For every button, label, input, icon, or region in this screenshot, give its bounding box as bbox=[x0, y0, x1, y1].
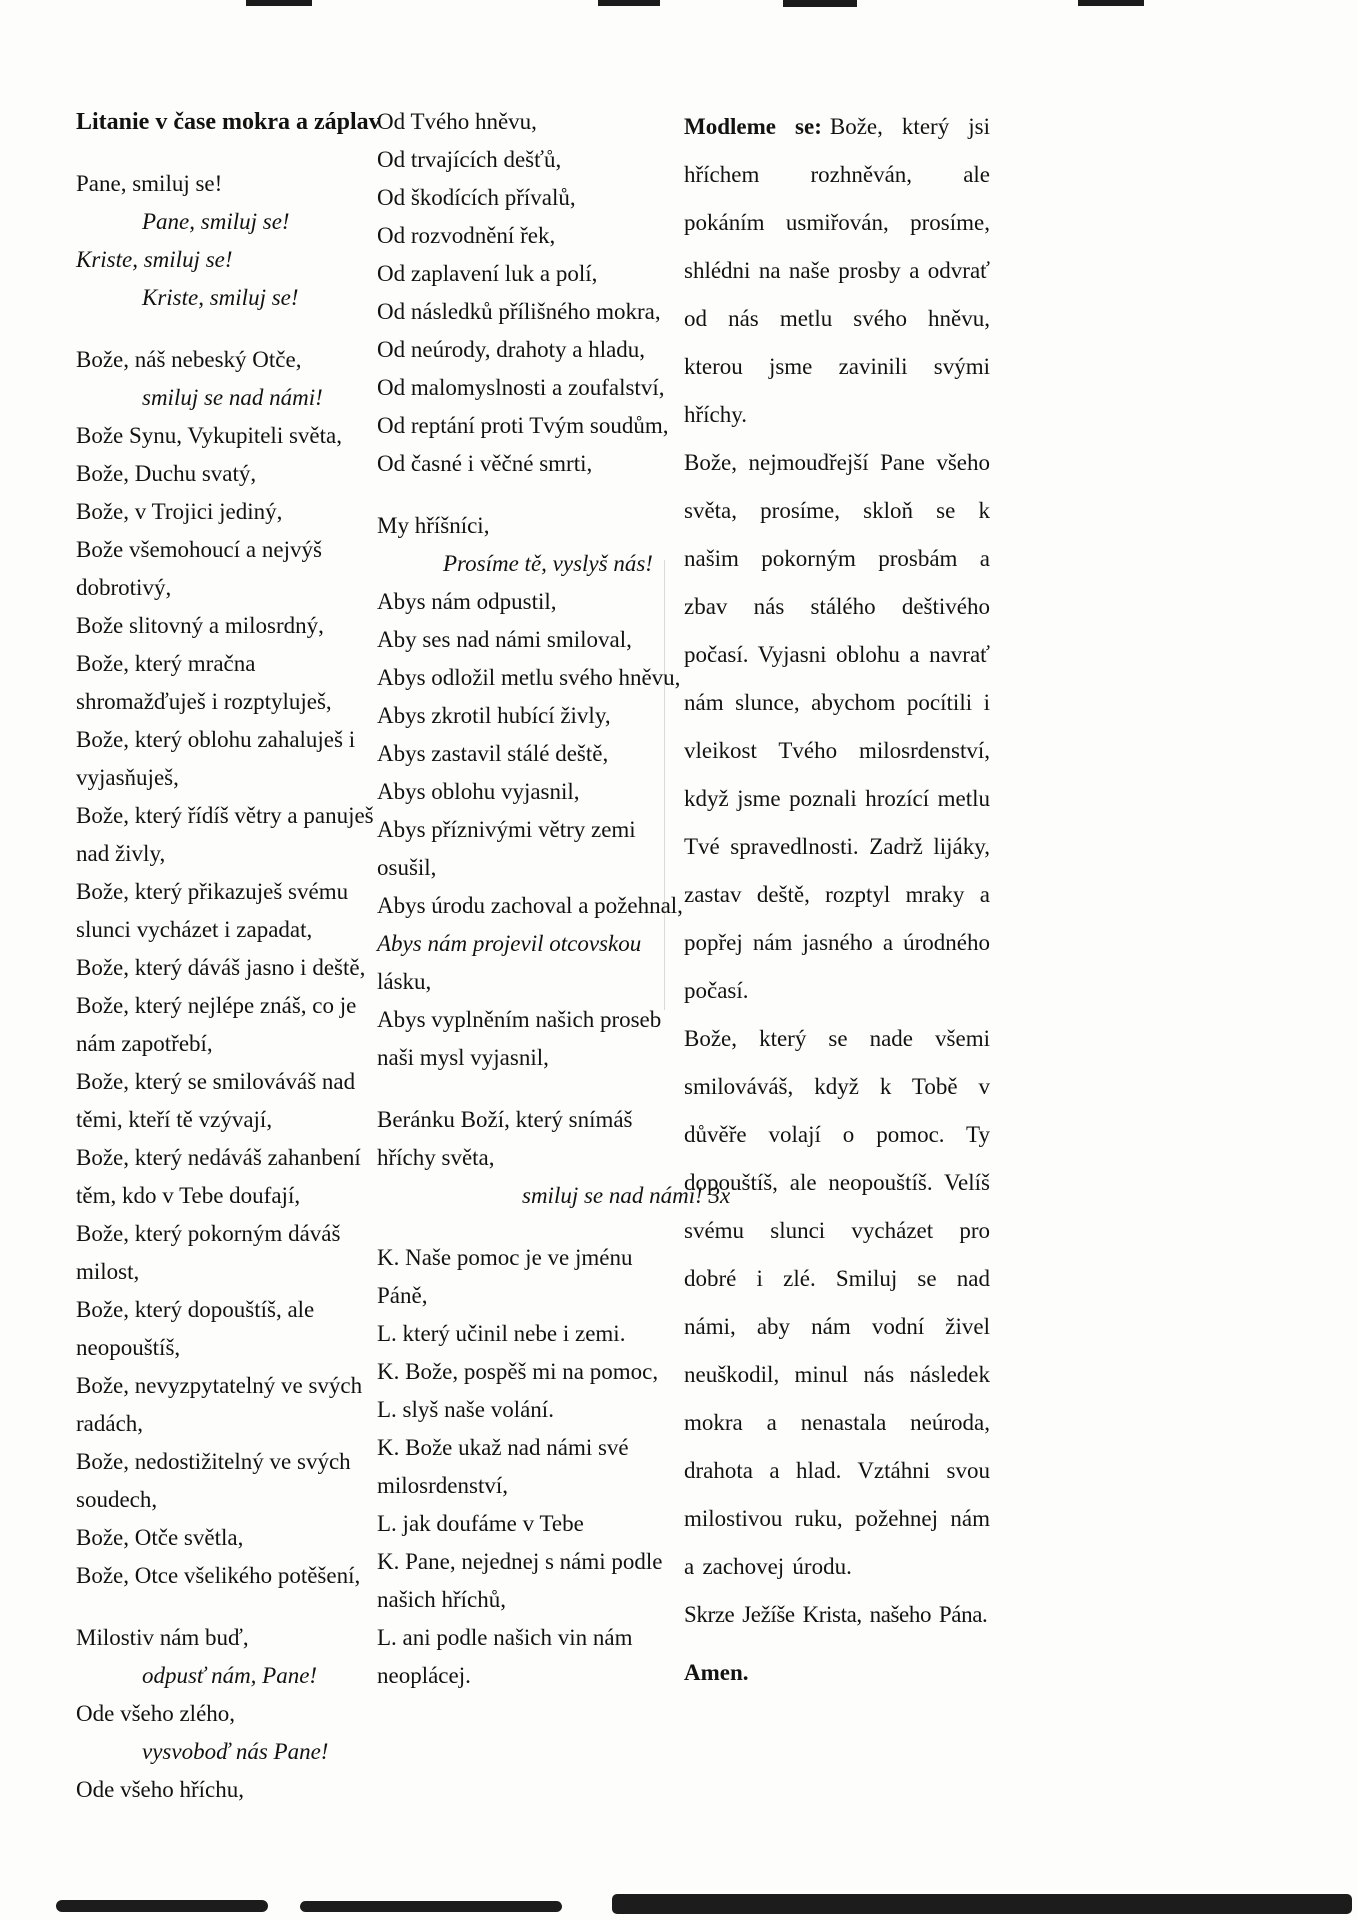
litany-line: Abys nám projevil otcovskou bbox=[377, 931, 642, 956]
prayer-lead: Modleme se: bbox=[684, 114, 822, 139]
litany-line: nad živly, bbox=[76, 841, 166, 866]
litany-line: Bože, který dopouštíš, ale bbox=[76, 1297, 315, 1322]
litany-column-left bbox=[76, 103, 381, 1809]
litany-line: K. Bože, pospěš mi na pomoc, bbox=[377, 1359, 659, 1384]
litany-line: Bože, Duchu svatý, bbox=[76, 461, 257, 486]
litany-line: Od rozvodnění řek, bbox=[377, 223, 556, 248]
litany-line: Abys úrodu zachoval a požehnal, bbox=[377, 893, 683, 918]
litany-line: Abys zkrotil hubící živly, bbox=[377, 703, 611, 728]
litany-line: Bože všemohoucí a nejvýš bbox=[76, 537, 322, 562]
litany-line: Bože, který pokorným dáváš bbox=[76, 1221, 341, 1246]
litany-line: Bože slitovný a milosrdný, bbox=[76, 613, 324, 638]
litany-line: Bože, který se smilováváš nad bbox=[76, 1069, 356, 1094]
litany-line: Abys příznivými větry zemi bbox=[377, 817, 636, 842]
litany-line: našich hříchů, bbox=[377, 1587, 507, 1612]
litany-line: Od trvajících dešťů, bbox=[377, 147, 562, 172]
litany-line: Bože, nedostižitelný ve svých bbox=[76, 1449, 351, 1474]
litany-line: lásku, bbox=[377, 969, 432, 994]
line-spacer bbox=[377, 1077, 677, 1101]
litany-line: slunci vycházet i zapadat, bbox=[76, 917, 313, 942]
litany-line: těm, kdo v Tebe doufají, bbox=[76, 1183, 301, 1208]
litany-line: K. Bože ukaž nad námi své bbox=[377, 1435, 629, 1460]
litany-line: Bože, Otce všelikého potěšení, bbox=[76, 1563, 361, 1588]
litany-line: neoplácej. bbox=[377, 1663, 471, 1688]
litany-line: Kriste, smiluj se! bbox=[142, 285, 299, 310]
scan-artifact-bottom bbox=[612, 1894, 1352, 1914]
litany-line: naši mysl vyjasnil, bbox=[377, 1045, 549, 1070]
scan-artifact-top bbox=[1078, 0, 1144, 6]
scan-artifact-top bbox=[598, 0, 660, 6]
litany-line: Bože, který nedáváš zahanbení bbox=[76, 1145, 361, 1170]
litany-line: smiluj se nad námi! 3x bbox=[522, 1183, 731, 1208]
litany-line: shromažďuješ i rozptyluješ, bbox=[76, 689, 332, 714]
scan-artifact-top bbox=[246, 0, 312, 6]
litany-line: Ode všeho zlého, bbox=[76, 1701, 236, 1726]
litany-line: vyjasňuješ, bbox=[76, 765, 179, 790]
scan-artifact-top bbox=[783, 0, 857, 7]
litany-line: Bože Synu, Vykupiteli světa, bbox=[76, 423, 342, 448]
litany-line: Bože, nevyzpytatelný ve svých bbox=[76, 1373, 363, 1398]
litany-line: Abys nám odpustil, bbox=[377, 589, 557, 614]
litany-line: Ode všeho hříchu, bbox=[76, 1777, 244, 1802]
scan-artifact-bottom bbox=[56, 1900, 268, 1912]
litany-line: Abys odložil metlu svého hněvu, bbox=[377, 665, 681, 690]
litany-line: My hříšníci, bbox=[377, 513, 490, 538]
litany-line: Abys vyplněním našich proseb bbox=[377, 1007, 662, 1032]
scan-artifact-bottom bbox=[300, 1901, 562, 1912]
line-spacer bbox=[76, 1595, 376, 1619]
litany-line: Bože, Otče světla, bbox=[76, 1525, 244, 1550]
litany-line: Pane, smiluj se! bbox=[76, 171, 223, 196]
litany-line: Od reptání proti Tvým soudům, bbox=[377, 413, 669, 438]
litany-line: milosrdenství, bbox=[377, 1473, 508, 1498]
litany-line: K. Pane, nejednej s námi podle bbox=[377, 1549, 663, 1574]
prayer-column-right bbox=[684, 103, 990, 1697]
litany-line: Od časné i věčné smrti, bbox=[377, 451, 593, 476]
litany-line: Bože, který oblohu zahaluješ i bbox=[76, 727, 356, 752]
litany-line: Bože, náš nebeský Otče, bbox=[76, 347, 302, 372]
litany-line: Bože, který mračna bbox=[76, 651, 256, 676]
litany-line: nám zapotřebí, bbox=[76, 1031, 213, 1056]
litany-line: Bože, který řídíš větry a panuješ bbox=[76, 803, 374, 828]
litany-line: L. ani podle našich vin nám bbox=[377, 1625, 633, 1650]
prayer-text-1: Bože, který jsi hříchem rozhněván, ale pokáním usmiřován, prosíme, shlédni na naše prosby a odvrať od nás metlu svého hněvu, kterou jsme zavinili svými hříchy. bbox=[684, 114, 990, 427]
litany-line: Od Tvého hněvu, bbox=[377, 109, 537, 134]
litany-line: Od neúrody, drahoty a hladu, bbox=[377, 337, 646, 362]
litany-line: těmi, kteří tě vzývají, bbox=[76, 1107, 273, 1132]
litany-line: odpusť nám, Pane! bbox=[142, 1663, 318, 1688]
litany-lines-left bbox=[76, 141, 376, 1809]
prayer-paragraph-3: Bože, který se nade všemi smilováváš, když k Tobě v důvěře volají o pomoc. Ty dopouštíš, ale neopouštíš. Velíš svému slunci vycházet pro dobré i zlé. Smiluj se nad námi, aby nám vodní živel neuškodil, minul nás následek mokra a nenastala neúroda, drahota a hlad. Vztáhni svou milostivou ruku, požehnej nám a zachovej úrodu. bbox=[684, 1026, 990, 1579]
litany-line: vysvoboď nás Pane! bbox=[142, 1739, 329, 1764]
litany-line: Bože, který přikazuješ svému bbox=[76, 879, 349, 904]
litany-line: Pane, smiluj se! bbox=[142, 209, 290, 234]
litany-line: Bože, který dáváš jasno i deště, bbox=[76, 955, 366, 980]
line-spacer bbox=[76, 317, 376, 341]
page-title: Litanie v čase mokra a záplav bbox=[76, 109, 381, 135]
litany-line: Abys oblohu vyjasnil, bbox=[377, 779, 580, 804]
litany-line: L. jak doufáme v Tebe bbox=[377, 1511, 584, 1536]
litany-line: radách, bbox=[76, 1411, 144, 1436]
litany-line: Milostiv nám buď, bbox=[76, 1625, 249, 1650]
prayer-paragraph-2: Bože, nejmoudřejší Pane všeho světa, prosíme, skloň se k našim pokorným prosbám a zbav nás stálého deštivého počasí. Vyjasni oblohu a navrať nám slunce, abychom pocítili i vleikost Tvého milosrdenství, když jsme poznali hrozící metlu Tvé spravedlnosti. Zadrž lijáky, zastav deště, rozptyl mraky a popřej nám jasného a úrodného počasí. bbox=[684, 450, 990, 1003]
line-spacer bbox=[76, 141, 376, 165]
litany-line: Prosíme tě, vyslyš nás! bbox=[443, 551, 653, 576]
litany-line: smiluj se nad námi! bbox=[142, 385, 323, 410]
line-spacer bbox=[377, 483, 677, 507]
litany-line: Bože, který nejlépe znáš, co je bbox=[76, 993, 357, 1018]
litany-line: L. slyš naše volání. bbox=[377, 1397, 554, 1422]
litany-line: Aby ses nad námi smiloval, bbox=[377, 627, 632, 652]
prayer-amen: Amen. bbox=[684, 1660, 749, 1685]
litany-line: neopouštíš, bbox=[76, 1335, 181, 1360]
litany-line: K. Naše pomoc je ve jménu bbox=[377, 1245, 633, 1270]
litany-line: Abys zastavil stálé deště, bbox=[377, 741, 609, 766]
litany-line: hříchy světa, bbox=[377, 1145, 495, 1170]
litany-line: Od následků přílišného mokra, bbox=[377, 299, 661, 324]
litany-line: osušil, bbox=[377, 855, 437, 880]
litany-line: milost, bbox=[76, 1259, 140, 1284]
litany-line: Od malomyslnosti a zoufalství, bbox=[377, 375, 665, 400]
litany-line: dobrotivý, bbox=[76, 575, 172, 600]
litany-line: Od škodících přívalů, bbox=[377, 185, 576, 210]
litany-line: Kriste, smiluj se! bbox=[76, 247, 233, 272]
litany-line: L. který učinil nebe i zemi. bbox=[377, 1321, 626, 1346]
litany-line: soudech, bbox=[76, 1487, 158, 1512]
line-spacer bbox=[377, 1215, 677, 1239]
litany-line: Od zaplavení luk a polí, bbox=[377, 261, 598, 286]
prayer-closing: Skrze Ježíše Krista, našeho Pána. bbox=[684, 1602, 988, 1627]
prayer-paragraph-1 bbox=[684, 103, 990, 439]
litany-line: Páně, bbox=[377, 1283, 428, 1308]
litany-line: Bože, v Trojici jediný, bbox=[76, 499, 283, 524]
litany-line: Beránku Boží, který snímáš bbox=[377, 1107, 633, 1132]
